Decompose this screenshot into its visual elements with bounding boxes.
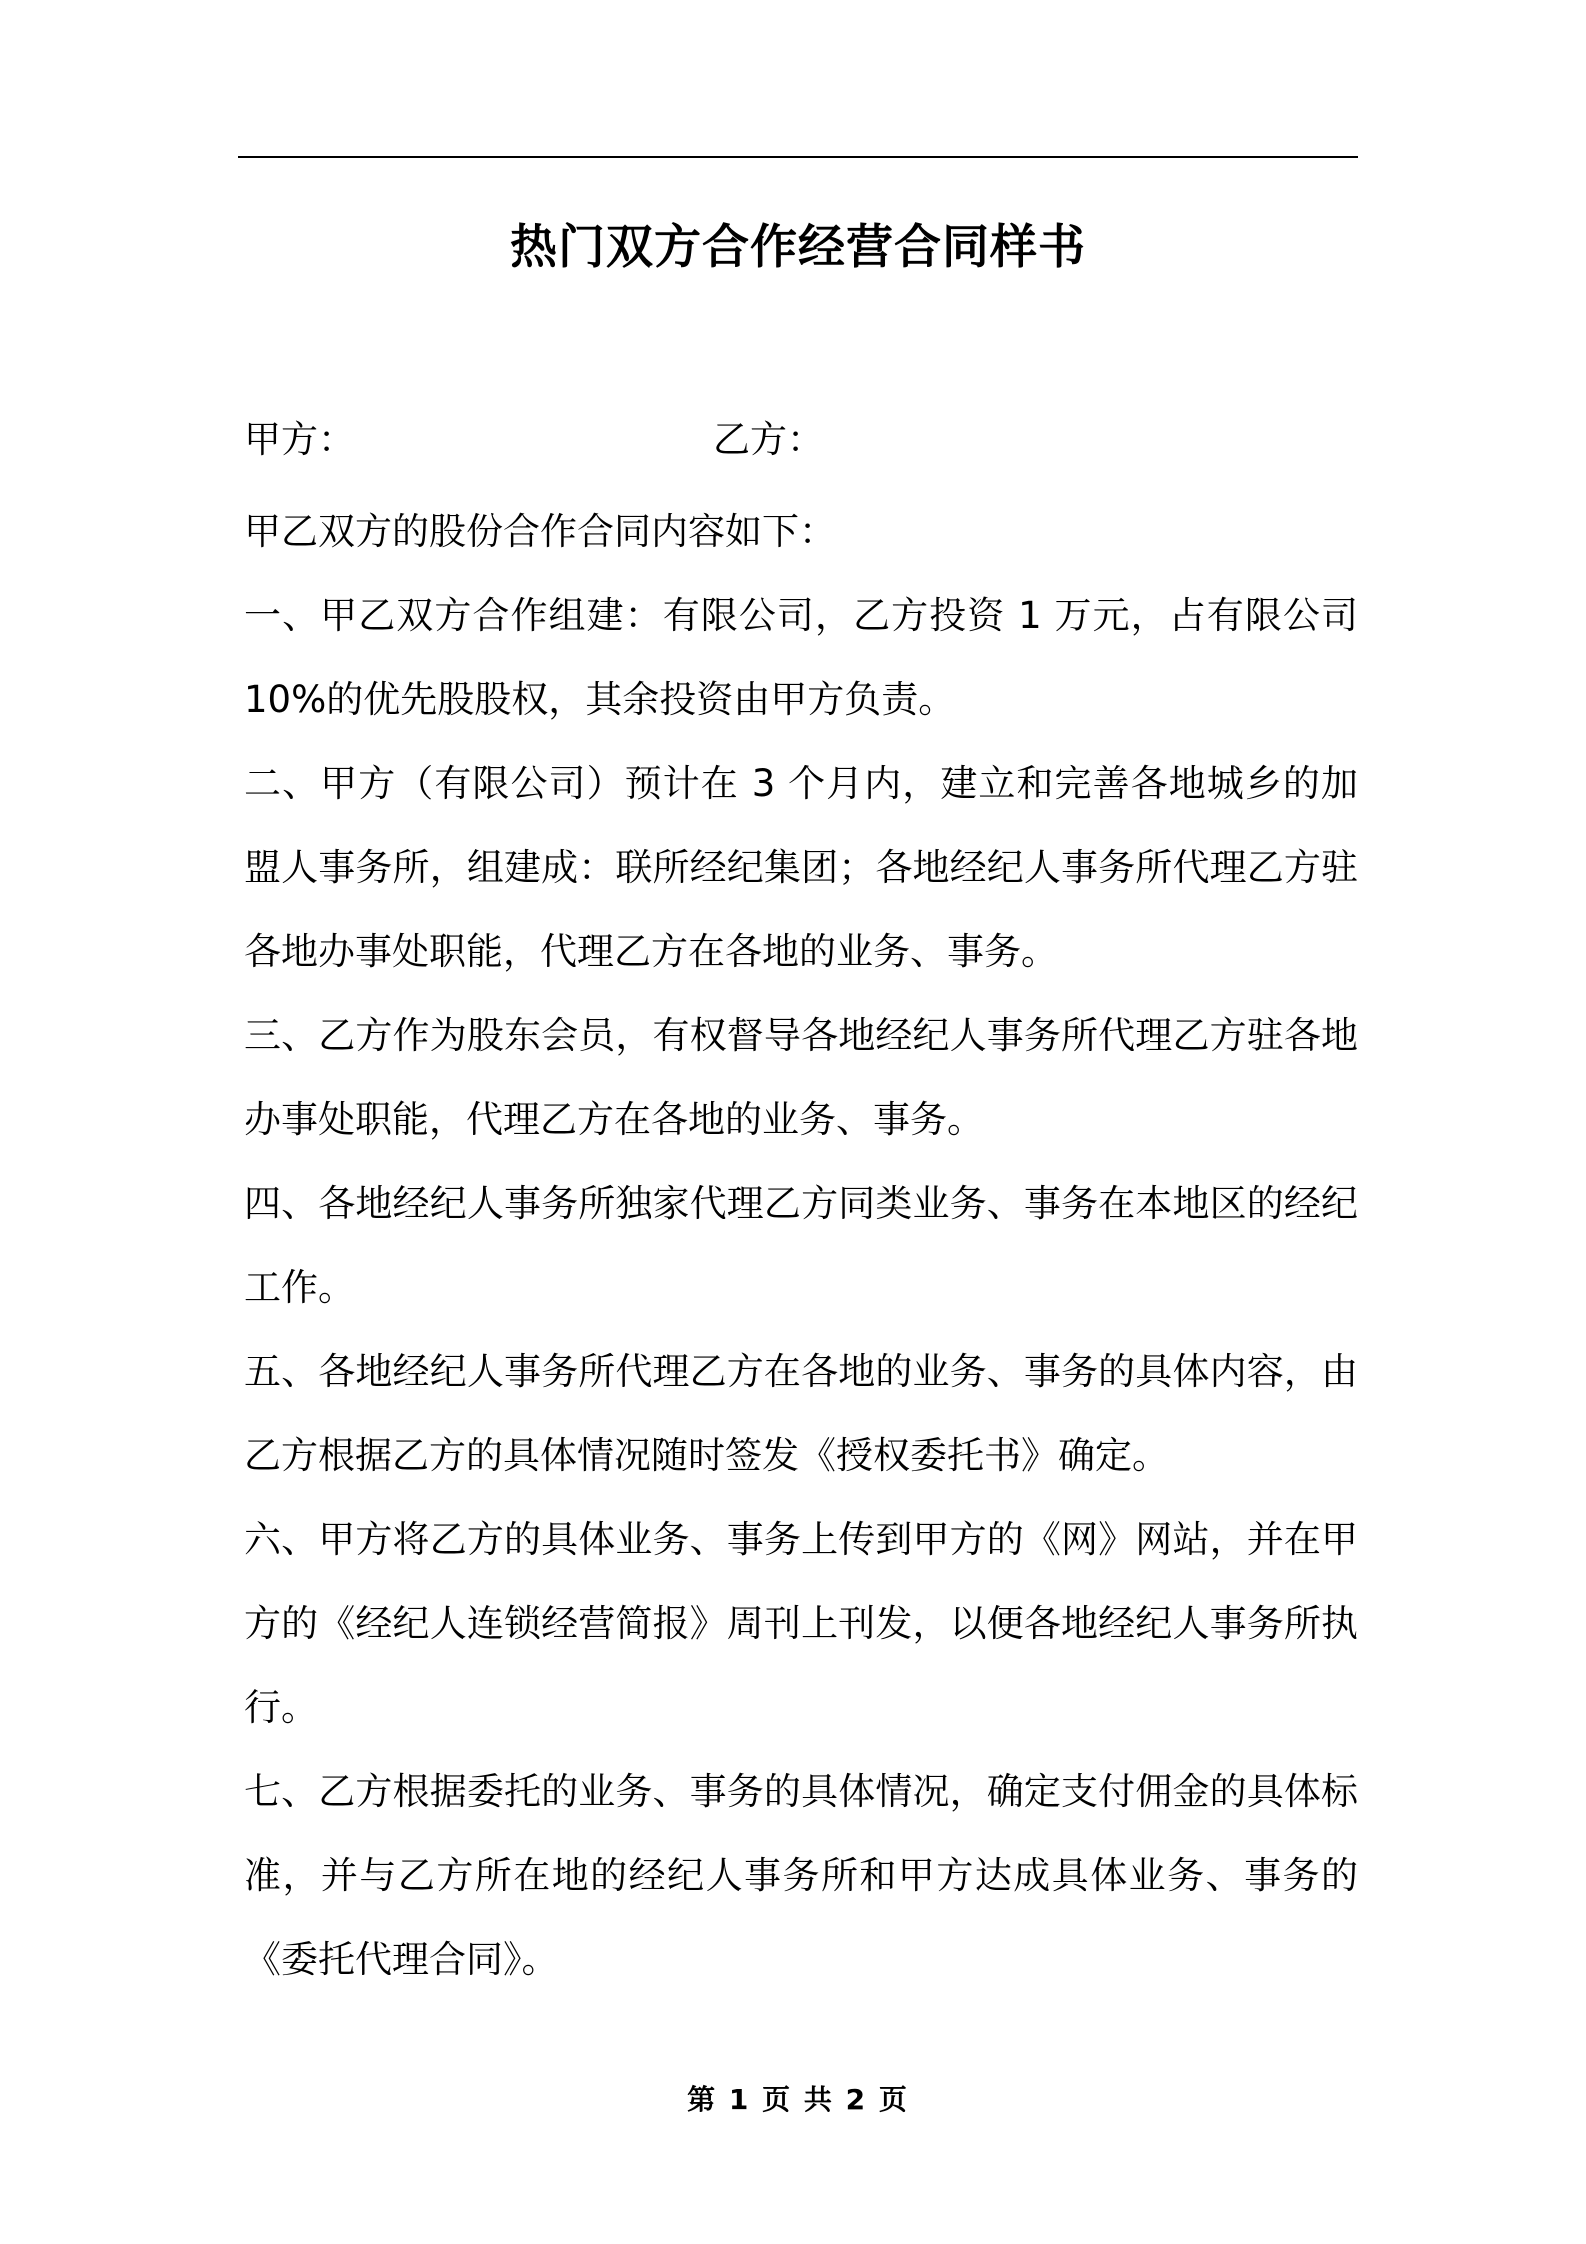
clause-2: 二、甲方（有限公司）预计在 3 个月内，建立和完善各地城乡的加盟人事务所，组建成：联所经纪集团；各地经纪人事务所代理乙方驻各地办事处职能，代理乙方在各地的业务、事务。 — [244, 762, 1358, 973]
clause-3: 三、乙方作为股东会员，有权督导各地经纪人事务所代理乙方驻各地办事处职能，代理乙方在各地的业务、事务。 — [244, 1014, 1358, 1141]
parties-line — [244, 406, 1358, 474]
party-a-label: 甲方： — [244, 418, 355, 461]
clause-7: 七、乙方根据委托的业务、事务的具体情况，确定支付佣金的具体标准，并与乙方所在地的经纪人事务所和甲方达成具体业务、事务的《委托代理合同》。 — [244, 1770, 1358, 1981]
party-b-label: 乙方： — [713, 418, 824, 461]
clause-4: 四、各地经纪人事务所独家代理乙方同类业务、事务在本地区的经纪工作。 — [244, 1182, 1358, 1309]
page-footer: 第 1 页 共 2 页 — [687, 2083, 909, 2116]
clause-6: 六、甲方将乙方的具体业务、事务上传到甲方的《网》网站，并在甲方的《经纪人连锁经营简报》周刊上刊发，以便各地经纪人事务所执行。 — [244, 1518, 1358, 1729]
header-rule — [238, 156, 1358, 158]
document-body — [244, 490, 1358, 2002]
clause-5: 五、各地经纪人事务所代理乙方在各地的业务、事务的具体内容，由乙方根据乙方的具体情况随时签发《授权委托书》确定。 — [244, 1350, 1358, 1477]
document-title: 热门双方合作经营合同样书 — [510, 220, 1086, 275]
intro-paragraph: 甲乙双方的股份合作合同内容如下： — [244, 510, 836, 553]
clause-1: 一、甲乙双方合作组建：有限公司，乙方投资 1 万元，占有限公司10%的优先股股权，其余投资由甲方负责。 — [244, 594, 1358, 721]
